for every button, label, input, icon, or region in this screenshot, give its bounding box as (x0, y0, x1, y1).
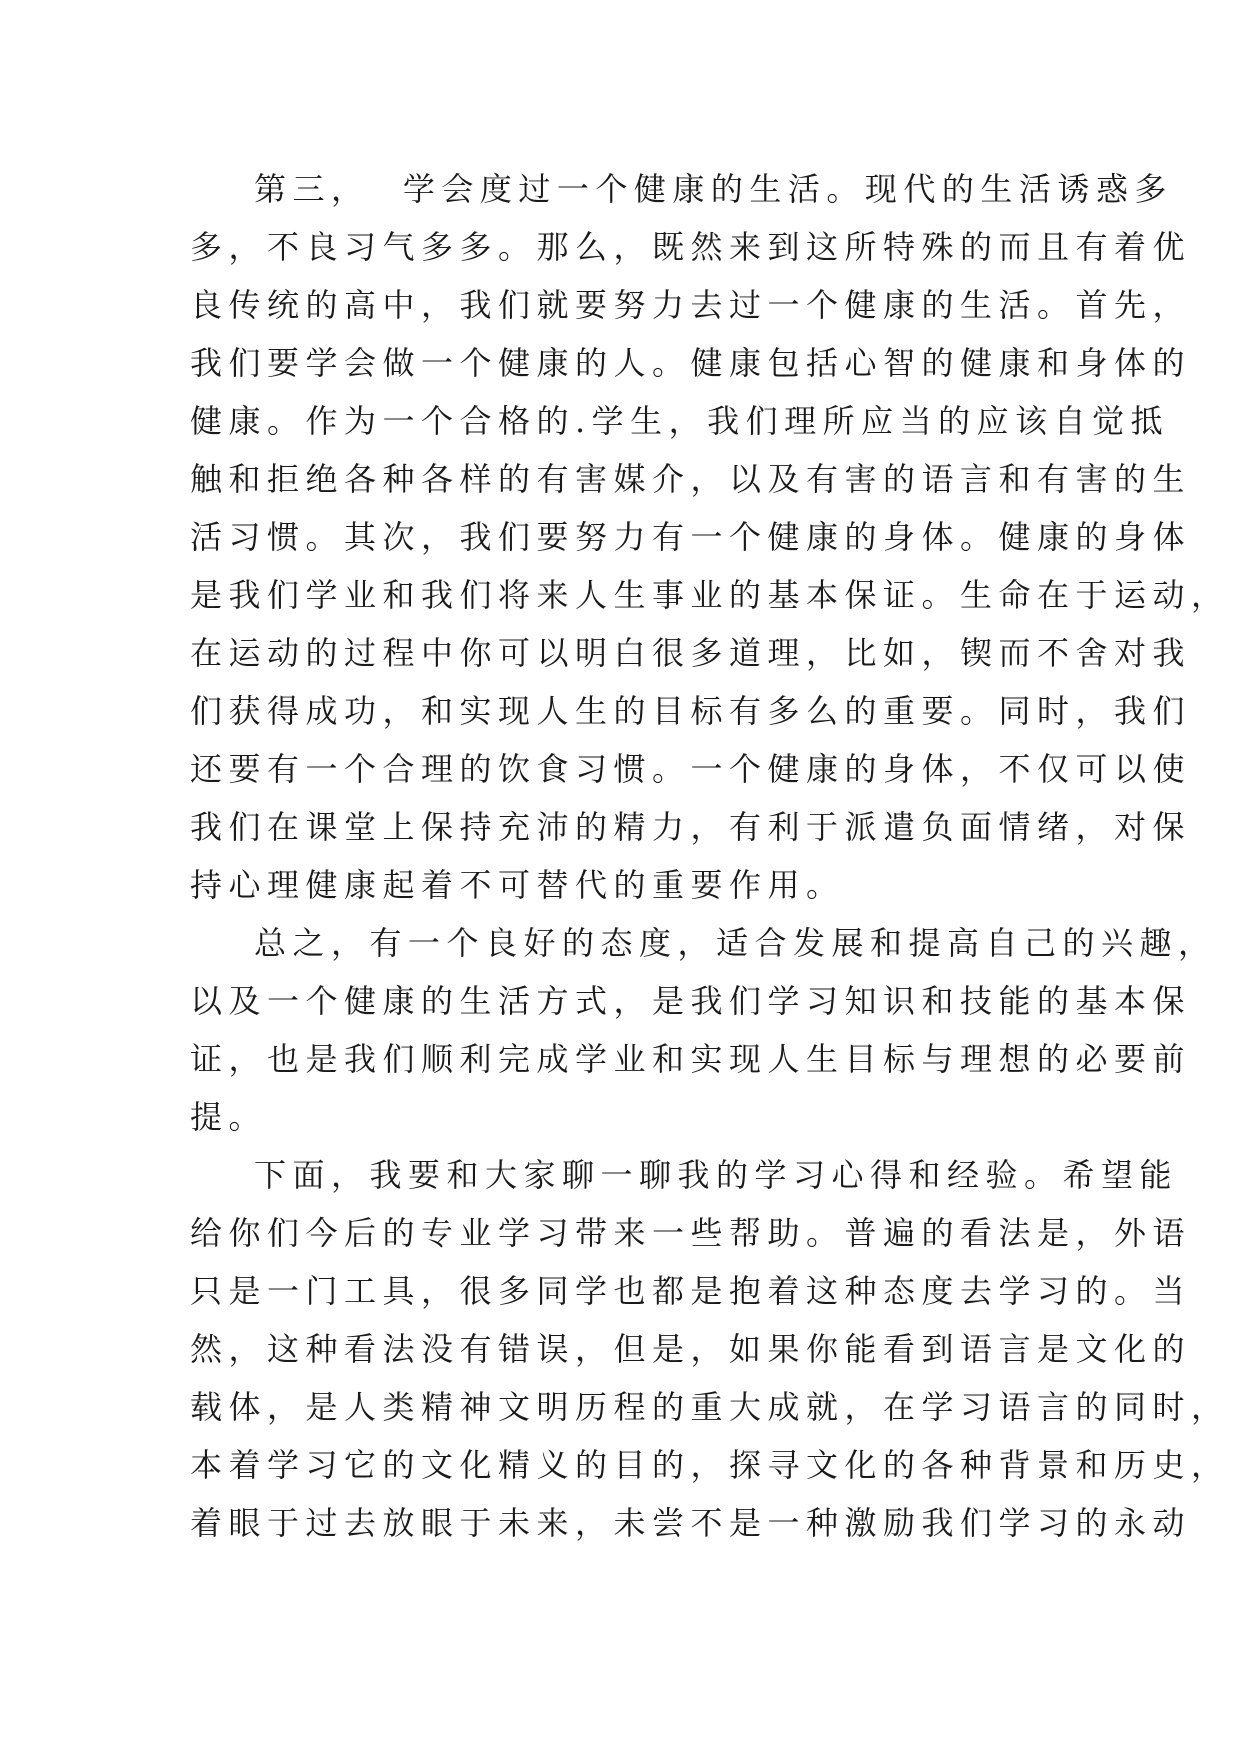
text-line: 是我们学业和我们将来人生事业的基本保证。生命在于运动， (190, 576, 1230, 614)
text-line: 第三， 学会度过一个健康的生活。现代的生活诱惑多 (254, 170, 1173, 208)
text-line: 持心理健康起着不可替代的重要作用。 (190, 866, 845, 904)
text-line: 触和拒绝各种各样的有害媒介，以及有害的语言和有害的生 (190, 460, 1192, 498)
text-line: 提。 (190, 1098, 268, 1136)
text-line: 下面，我要和大家聊一聊我的学习心得和经验。希望能 (254, 1156, 1179, 1194)
text-line: 活习惯。其次，我们要努力有一个健康的身体。健康的身体 (190, 518, 1192, 556)
text-line: 着眼于过去放眼于未来，未尝不是一种激励我们学习的永动 (190, 1504, 1192, 1542)
text-line: 然，这种看法没有错误，但是，如果你能看到语言是文化的 (190, 1330, 1192, 1368)
text-line: 总之，有一个良好的态度，适合发展和提高自己的兴趣， (254, 924, 1217, 962)
text-line: 们获得成功，和实现人生的目标有多么的重要。同时，我们 (190, 692, 1192, 730)
text-line: 证，也是我们顺利完成学业和实现人生目标与理想的必要前 (190, 1040, 1192, 1078)
text-line: 以及一个健康的生活方式，是我们学习知识和技能的基本保 (190, 982, 1192, 1020)
document-body (190, 160, 1230, 1552)
text-line: 只是一门工具，很多同学也都是抱着这种态度去学习的。当 (190, 1272, 1192, 1310)
text-line: 在运动的过程中你可以明白很多道理，比如，锲而不舍对我 (190, 634, 1192, 672)
text-line: 本着学习它的文化精义的目的，探寻文化的各种背景和历史， (190, 1446, 1230, 1484)
text-line: 我们要学会做一个健康的人。健康包括心智的健康和身体的 (190, 344, 1192, 382)
text-line: 良传统的高中，我们就要努力去过一个健康的生活。首先， (190, 286, 1192, 324)
text-line: 健康。作为一个合格的.学生，我们理所应当的应该自觉抵 (190, 402, 1170, 440)
text-line: 载体，是人类精神文明历程的重大成就，在学习语言的同时， (190, 1388, 1230, 1426)
text-line: 多，不良习气多多。那么，既然来到这所特殊的而且有着优 (190, 228, 1192, 266)
text-line: 我们在课堂上保持充沛的精力，有利于派遣负面情绪，对保 (190, 808, 1192, 846)
text-line: 给你们今后的专业学习带来一些帮助。普遍的看法是，外语 (190, 1214, 1192, 1252)
paragraph-learning-experience (190, 1146, 1230, 1552)
paragraph-summary (190, 914, 1217, 1146)
paragraph-healthy-life (190, 160, 1230, 914)
text-line: 还要有一个合理的饮食习惯。一个健康的身体，不仅可以使 (190, 750, 1192, 788)
